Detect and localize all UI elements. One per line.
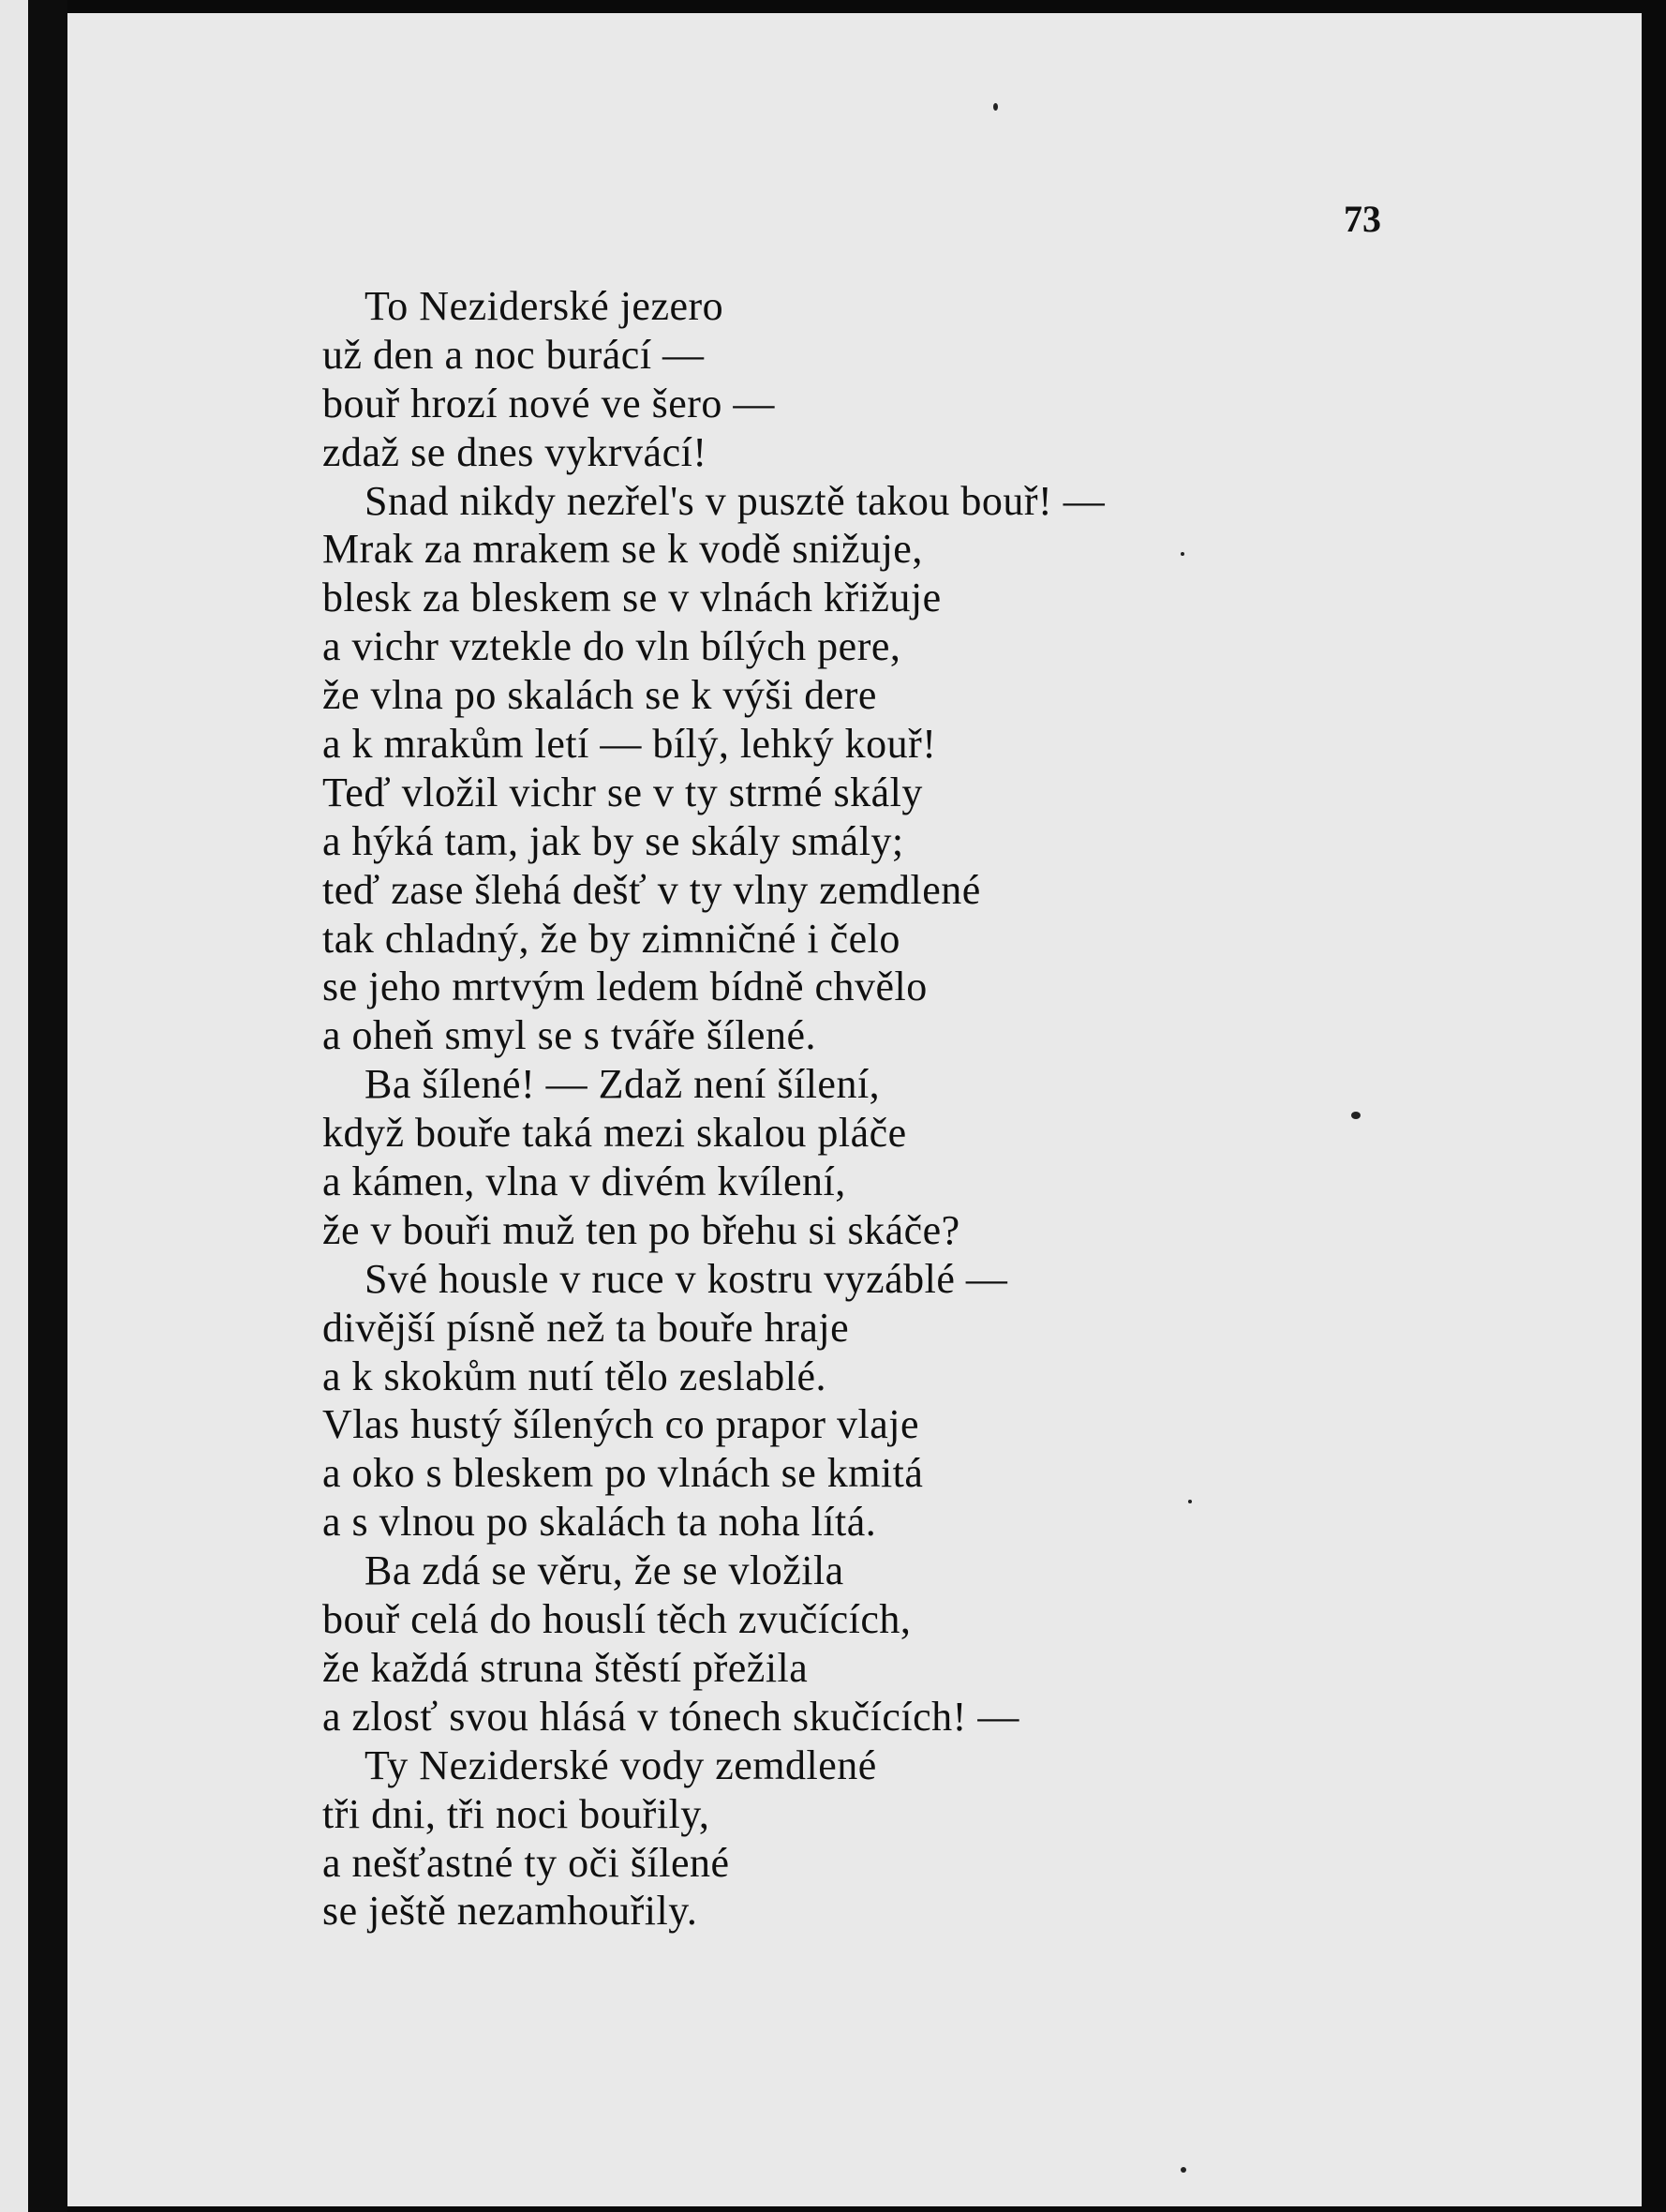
- poem-line: tři dni, tři noci bouřily,: [322, 1790, 710, 1837]
- poem-line: když bouře taká mezi skalou pláče: [322, 1110, 907, 1157]
- poem-text: [322, 282, 1615, 1936]
- poem-line: a kámen, vlna v divém kvílení,: [322, 1158, 846, 1205]
- poem-line: a k skokům nutí tělo zeslablé.: [322, 1353, 826, 1399]
- poem-line: Vlas hustý šílených co prapor vlaje: [322, 1401, 920, 1448]
- scan-border-right: [1642, 0, 1666, 2212]
- poem-line: a s vlnou po skalách ta noha lítá.: [322, 1499, 877, 1546]
- book-gutter: [28, 0, 67, 2212]
- poem-line: Snad nikdy nezřel's v pusztě takou bouř! —: [364, 477, 1106, 524]
- poem-line: teď zase šlehá dešť v ty vlny zemdlené: [322, 866, 981, 913]
- scan-border-bottom: [67, 2206, 1642, 2212]
- poem-line: a k mrakům letí — bílý, lehký kouř!: [322, 721, 937, 768]
- poem-line: a vichr vztekle do vln bílých pere,: [322, 623, 901, 670]
- poem-line: a hýká tam, jak by se skály smály;: [322, 817, 904, 864]
- scan-border-top: [0, 0, 1666, 13]
- poem-line: zdaž se dnes vykrvácí!: [322, 428, 707, 475]
- poem-line: Své housle v ruce v kostru vyzáblé —: [364, 1255, 1008, 1302]
- page-number: 73: [1344, 198, 1381, 240]
- poem-line: a oko s bleskem po vlnách se kmitá: [322, 1450, 924, 1497]
- scan-speck: [1181, 552, 1184, 556]
- poem-line: už den a noc burácí —: [322, 331, 705, 378]
- scan-speck: [1181, 2167, 1186, 2173]
- poem-line: bouř celá do houslí těch zvučících,: [322, 1596, 912, 1643]
- poem-line: Teď vložil vichr se v ty strmé skály: [322, 769, 923, 815]
- poem-line: a nešťastné ty oči šílené: [322, 1839, 730, 1886]
- poem-line: že každá struna štěstí přežila: [322, 1644, 809, 1691]
- poem-line: a oheň smyl se s tváře šílené.: [322, 1012, 816, 1059]
- scan-speck: [993, 103, 998, 111]
- poem-line: Ba zdá se věru, že se vložila: [364, 1547, 844, 1594]
- poem-line: se ještě nezamhouřily.: [322, 1888, 698, 1935]
- poem-line: Mrak za mrakem se k vodě snižuje,: [322, 526, 923, 573]
- poem-line: Ty Neziderské vody zemdlené: [364, 1741, 877, 1788]
- book-page: [67, 13, 1642, 2206]
- scan-speck: [1188, 1500, 1192, 1503]
- scan-speck: [1351, 1112, 1361, 1119]
- facing-page-edge: [0, 0, 28, 2212]
- poem-line: a zlosť svou hlásá v tónech skučících! —: [322, 1693, 1019, 1740]
- poem-line: bouř hrozí nové ve šero —: [322, 380, 775, 426]
- poem-line: tak chladný, že by zimničné i čelo: [322, 915, 900, 962]
- poem-line: To Neziderské jezero: [364, 283, 724, 329]
- poem-line: blesk za bleskem se v vlnách křižuje: [322, 575, 942, 621]
- poem-line: že vlna po skalách se k výši dere: [322, 672, 877, 719]
- poem-line: se jeho mrtvým ledem bídně chvělo: [322, 964, 928, 1010]
- poem-line: divější písně než ta bouře hraje: [322, 1304, 850, 1351]
- poem-line: Ba šílené! — Zdaž není šílení,: [364, 1061, 881, 1108]
- poem-line: že v bouři muž ten po břehu si skáče?: [322, 1206, 960, 1253]
